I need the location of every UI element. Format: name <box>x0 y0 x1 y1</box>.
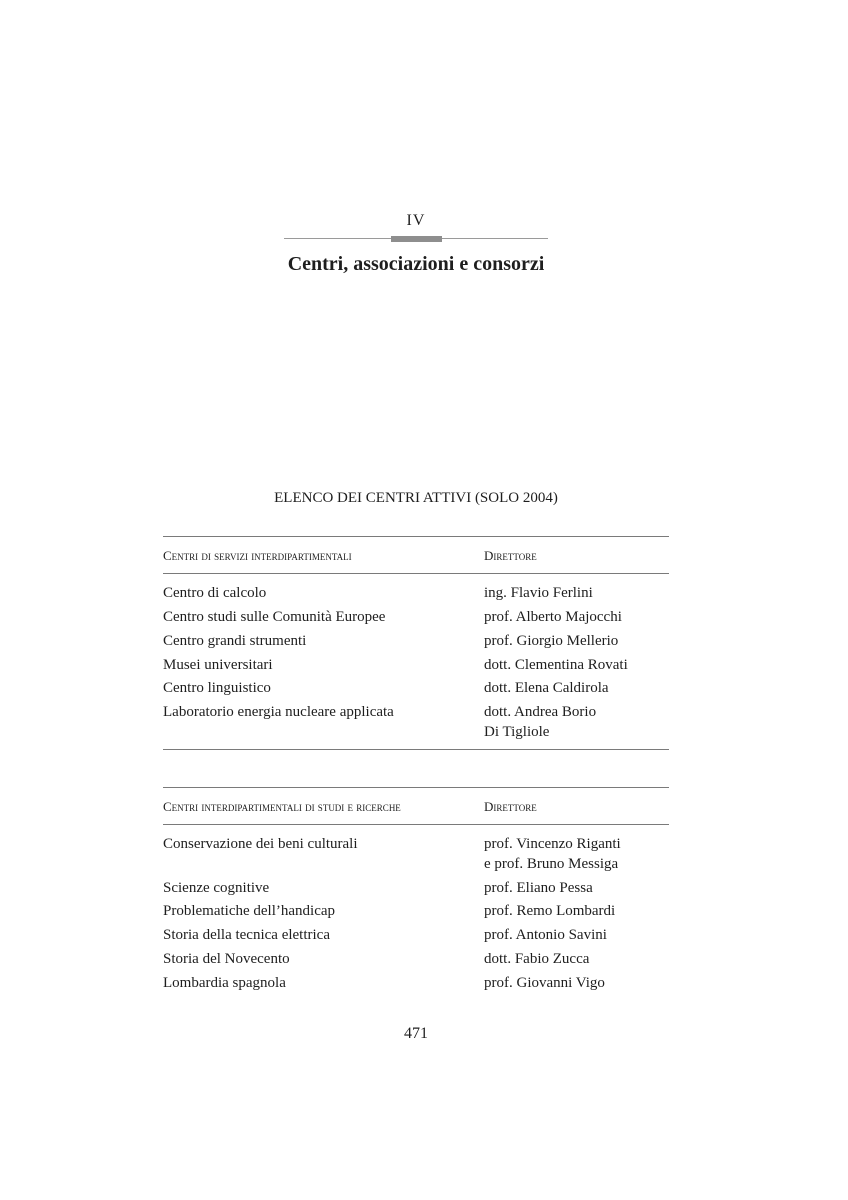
director-name: e prof. Bruno Messiga <box>484 856 619 872</box>
director-name: Di Tigliole <box>484 724 550 740</box>
director-name: prof. Antonio Savini <box>484 927 607 943</box>
table-header-director: Direttore <box>484 548 537 563</box>
table-header-centers: Centri di servizi interdipartimentali <box>163 548 352 563</box>
director-name: prof. Giovanni Vigo <box>484 975 605 991</box>
table-header-centers: Centri interdipartimentali di studi e ricerche <box>163 799 401 814</box>
table-header-rule <box>163 824 669 825</box>
director-name: prof. Eliano Pessa <box>484 880 593 896</box>
center-name: Lombardia spagnola <box>163 975 286 991</box>
chapter-divider-bar <box>391 236 442 242</box>
director-name: prof. Remo Lombardi <box>484 903 616 919</box>
center-name: Musei universitari <box>163 657 273 673</box>
center-name: Conservazione dei beni culturali <box>163 836 358 852</box>
table-bottom-rule <box>163 749 669 750</box>
center-name: Storia del Novecento <box>163 951 290 967</box>
center-name: Problematiche dell’handicap <box>163 903 336 919</box>
center-name: Scienze cognitive <box>163 880 270 896</box>
center-name: Storia della tecnica elettrica <box>163 927 330 943</box>
center-name: Centro grandi strumenti <box>163 633 307 649</box>
director-name: prof. Vincenzo Riganti <box>484 836 621 852</box>
list-title: ELENCO DEI CENTRI ATTIVI (SOLO 2004) <box>274 490 558 506</box>
page-number: 471 <box>404 1025 428 1042</box>
table-header-director: Direttore <box>484 799 537 814</box>
chapter-number: IV <box>406 212 426 229</box>
center-name: Centro studi sulle Comunità Europee <box>163 609 386 625</box>
director-name: dott. Clementina Rovati <box>484 657 628 673</box>
director-name: dott. Fabio Zucca <box>484 951 590 967</box>
chapter-title: Centri, associazioni e consorzi <box>287 253 545 275</box>
center-name: Centro di calcolo <box>163 585 267 601</box>
director-name: ing. Flavio Ferlini <box>484 585 593 601</box>
director-name: prof. Alberto Majocchi <box>484 609 622 625</box>
table-header-rule <box>163 573 669 574</box>
director-name: dott. Andrea Borio <box>484 704 597 720</box>
director-name: prof. Giorgio Mellerio <box>484 633 619 649</box>
table-top-rule <box>163 536 669 537</box>
director-name: dott. Elena Caldirola <box>484 680 609 696</box>
center-name: Centro linguistico <box>163 680 271 696</box>
table-top-rule <box>163 787 669 788</box>
center-name: Laboratorio energia nucleare applicata <box>163 704 394 720</box>
